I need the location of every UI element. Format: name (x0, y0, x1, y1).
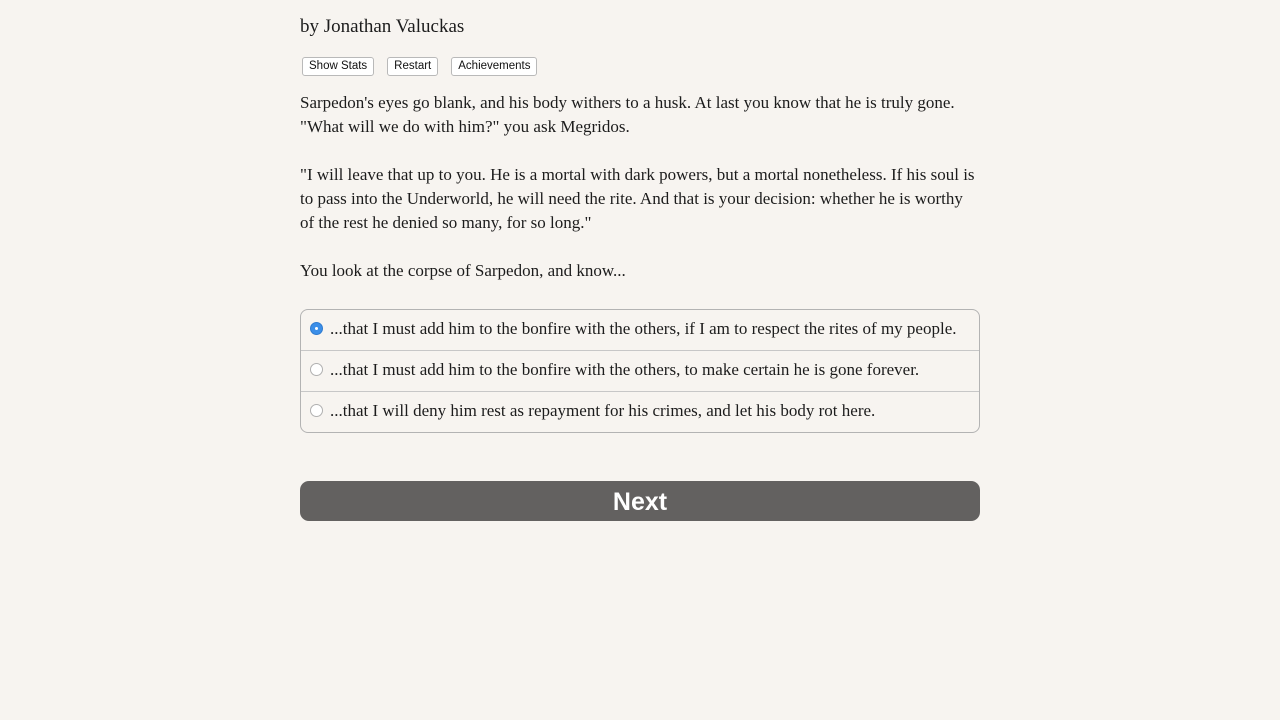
choice-label: ...that I must add him to the bonfire with the others, if I am to respect the rites of my people. (330, 319, 957, 338)
choice-label: ...that I must add him to the bonfire with the others, to make certain he is gone forever. (330, 360, 920, 379)
passage-paragraph: Sarpedon's eyes go blank, and his body withers to a husk. At last you know that he is truly gone. "What will we do with him?" you ask Megridos. (300, 93, 955, 136)
choice-option-2[interactable] (301, 350, 979, 391)
choice-list (300, 309, 980, 433)
story-passage (300, 91, 980, 307)
achievements-button[interactable]: Achievements (451, 57, 537, 76)
restart-button[interactable]: Restart (387, 57, 438, 76)
author-byline: by Jonathan Valuckas (300, 16, 465, 37)
choice-option-3[interactable] (301, 391, 979, 432)
toolbar (302, 57, 537, 76)
choice-label: ...that I will deny him rest as repayment for his crimes, and let his body rot here. (330, 401, 876, 420)
passage-paragraph: "I will leave that up to you. He is a mortal with dark powers, but a mortal nonetheless. If his soul is to pass into the Underworld, he will need the rite. And that is your decision: whether he is worthy of the rest he denied so many, for so long." (300, 165, 975, 232)
next-button[interactable]: Next (300, 481, 980, 521)
radio-button-icon[interactable] (310, 404, 323, 417)
choice-option-1[interactable] (301, 310, 979, 350)
passage-paragraph: You look at the corpse of Sarpedon, and know... (300, 261, 626, 280)
show-stats-button[interactable]: Show Stats (302, 57, 374, 76)
radio-button-icon[interactable] (310, 363, 323, 376)
radio-button-icon[interactable] (310, 322, 323, 335)
